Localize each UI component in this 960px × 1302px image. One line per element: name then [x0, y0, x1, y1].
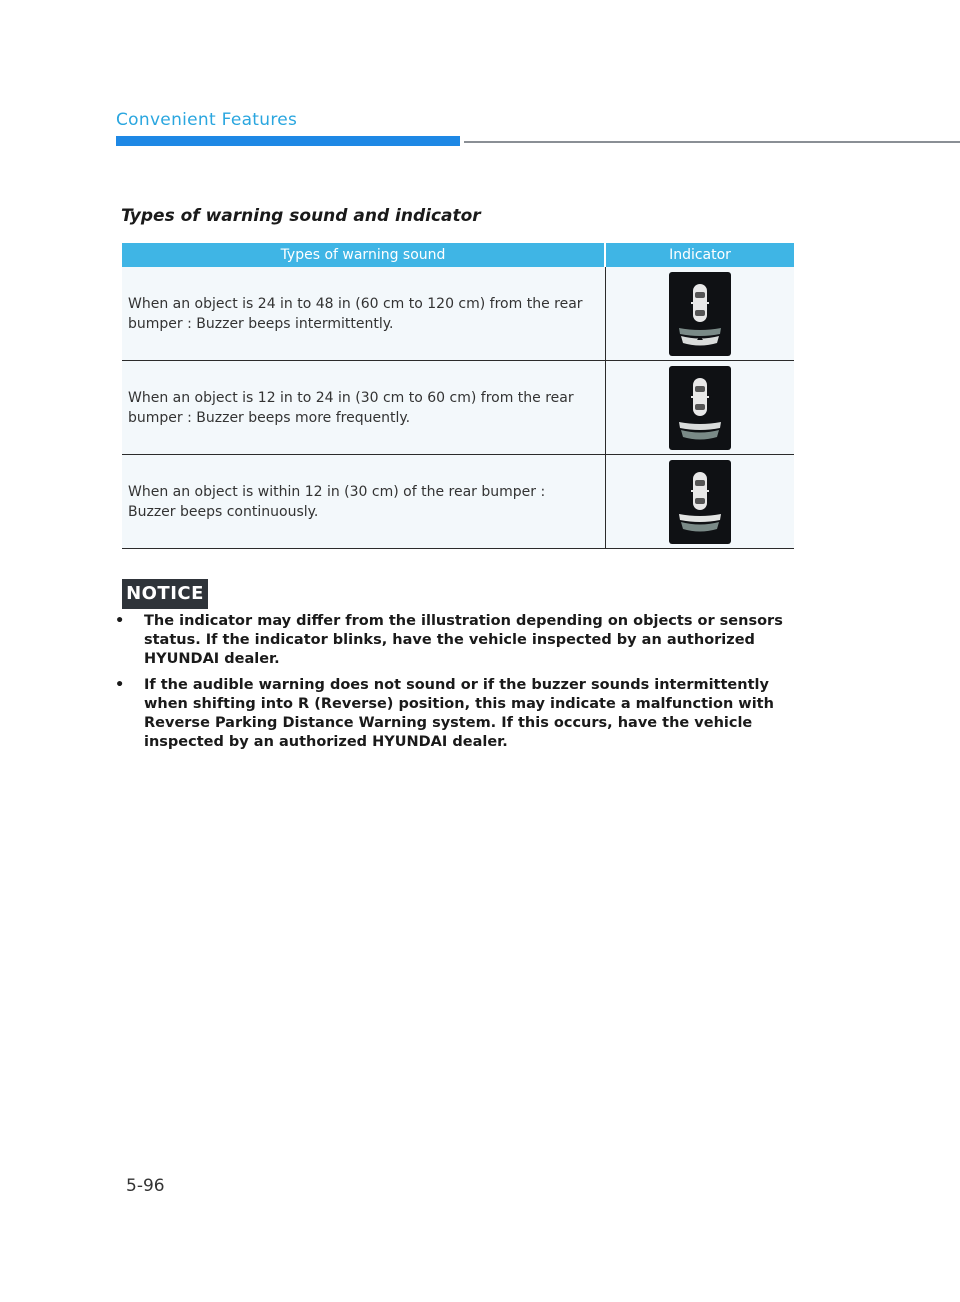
row-description: When an object is within 12 in (30 cm) of the rear bumper : Buzzer beeps continuously. — [122, 455, 605, 549]
rear-parking-indicator-icon — [669, 272, 731, 356]
section-title: Convenient Features — [116, 110, 298, 130]
row-indicator-cell — [605, 455, 794, 549]
table-row — [122, 361, 794, 455]
notice-text: The indicator may differ from the illustration depending on objects or sensors status. If the indicator blinks, have the vehicle inspected by an authorized HYUNDAI dealer. — [144, 613, 783, 667]
row-description: When an object is 24 in to 48 in (60 cm to 120 cm) from the rear bumper : Buzzer beeps intermittently. — [122, 267, 605, 361]
bullet-icon: • — [115, 677, 125, 693]
row-description: When an object is 12 in to 24 in (30 cm to 60 cm) from the rear bumper : Buzzer beeps more frequently. — [122, 361, 605, 455]
column-header-indicator: Indicator — [605, 243, 794, 267]
list-item — [112, 612, 802, 669]
column-header-sound: Types of warning sound — [122, 243, 605, 267]
bullet-icon: • — [115, 613, 125, 629]
notice-list — [112, 612, 802, 759]
table-row — [122, 455, 794, 549]
rear-parking-indicator-icon — [669, 460, 731, 544]
page-number: 5-96 — [126, 1176, 165, 1196]
warning-types-table — [122, 243, 794, 549]
table-header-row — [122, 243, 794, 267]
page-heading: Types of warning sound and indicator — [121, 206, 481, 226]
row-indicator-cell — [605, 361, 794, 455]
rear-parking-indicator-icon — [669, 366, 731, 450]
list-item — [112, 676, 802, 752]
header-accent-bar — [116, 136, 460, 146]
header-divider — [464, 141, 960, 143]
table-row — [122, 267, 794, 361]
notice-text: If the audible warning does not sound or if the buzzer sounds intermittently when shifting into R (Reverse) position, this may indicate a malfunction with Reverse Parking Distance Warning system. If this occurs, have the vehicle inspected by an authorized HYUNDAI dealer. — [144, 677, 774, 750]
notice-badge: NOTICE — [122, 579, 208, 609]
row-indicator-cell — [605, 267, 794, 361]
